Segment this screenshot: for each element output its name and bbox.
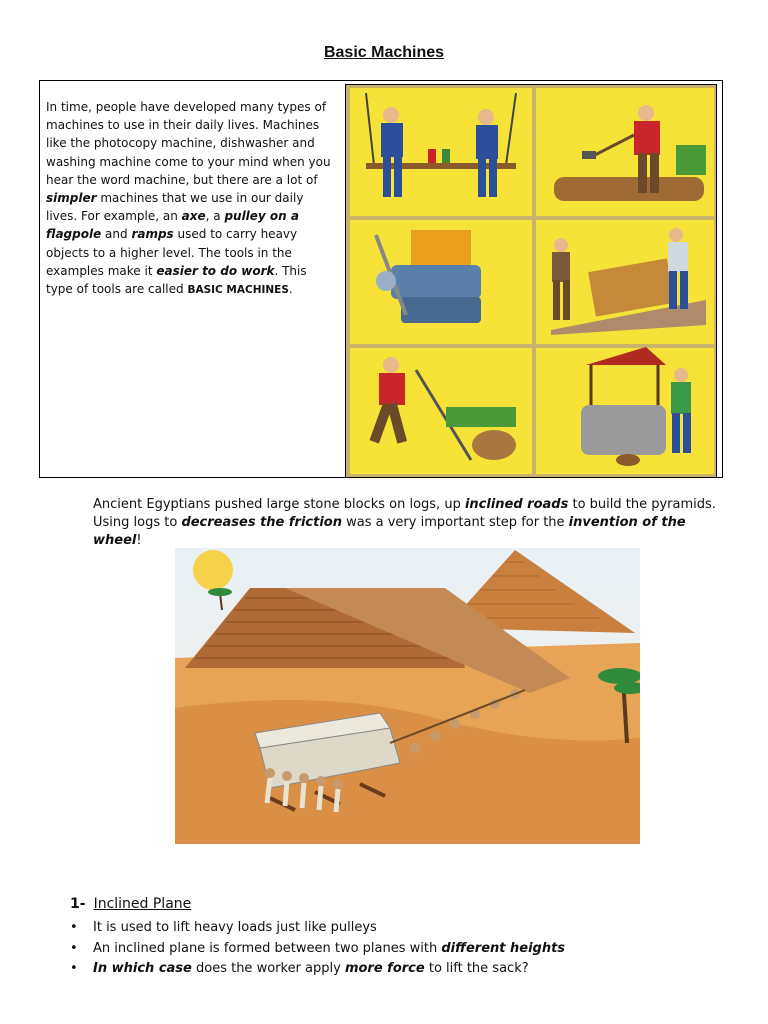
bullet-list	[70, 918, 565, 980]
list-item: • In which case does the worker apply more force to lift the sack?	[70, 961, 529, 976]
egypt-paragraph: Ancient Egyptians pushed large stone blocks on logs, up inclined roads to build the pyramids. Using logs to decreases the friction was a very important step for the invention of the wheel!	[93, 497, 716, 548]
list-item: • It is used to lift heavy loads just like pulleys	[70, 920, 377, 935]
basic-machines-illustration	[345, 84, 717, 478]
section-heading: 1- Inclined Plane	[70, 896, 192, 912]
sun-icon	[193, 550, 233, 590]
list-item: • An inclined plane is formed between two planes with different heights	[70, 940, 566, 956]
pyramid-construction-illustration	[175, 548, 640, 844]
page-title: Basic Machines	[323, 44, 445, 61]
intro-paragraph: In time, people have developed many types of machines to use in their daily lives. Machines like the photocopy machine, dishwasher and washing machine come to your mind when you hear the word machine, but there are a lot of simpler machines that we use in our daily lives. For example, an axe, a pulley on a flagpole and ramps used to carry heavy objects to a higher level. The tools in the examples make it easier to do work. This type of tools are called BASIC MACHINES.	[46, 100, 331, 297]
